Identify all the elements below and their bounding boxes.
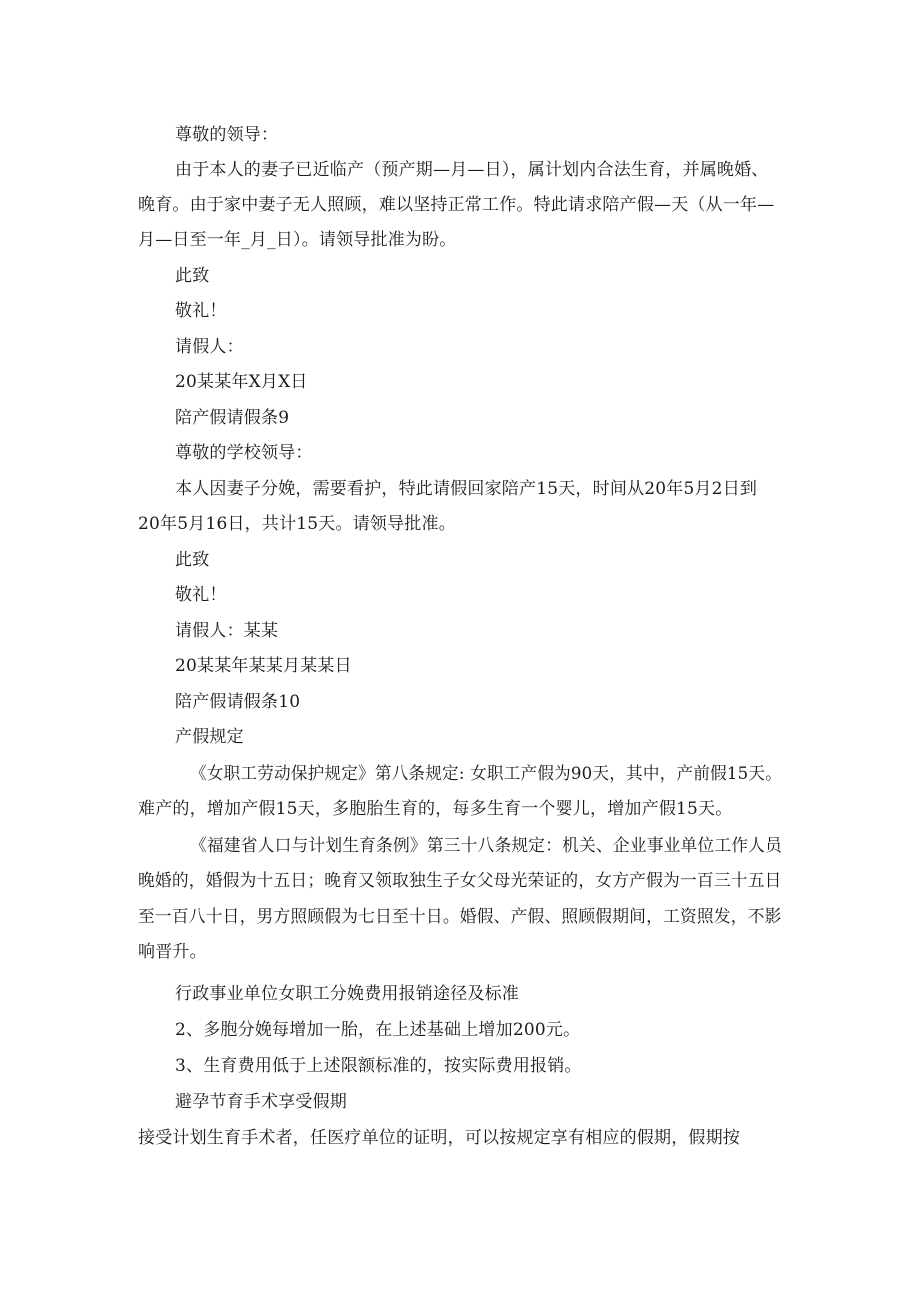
body-line: 响晋升。 <box>138 942 207 962</box>
body-line: 至一百八十日，男方照顾假为七日至十日。婚假、产假、照顾假期间，工资照发，不影 <box>138 907 782 927</box>
section-heading: 行政事业单位女职工分娩费用报销途径及标准 <box>175 984 519 1004</box>
body-line: 晚婚的，婚假为十五日；晚育又领取独生子女父母光荣证的，女方产假为一百三十五日 <box>138 871 782 891</box>
body-line: 由于本人的妻子已近临产（预产期—月—日），属计划内合法生育，并属晚婚、 <box>175 160 769 180</box>
section-heading: 产假规定 <box>175 727 244 747</box>
body-line: 《女职工劳动保护规定》第八条规定: 女职工产假为90天，其中，产前假15天。 <box>190 764 783 784</box>
date-line: 20某某年某某月某某日 <box>175 656 352 676</box>
list-item: 3、生育费用低于上述限额标准的，按实际费用报销。 <box>175 1056 582 1076</box>
body-line: 难产的，增加产假15天，多胞胎生育的，每多生育一个婴儿，增加产假15天。 <box>138 799 733 819</box>
body-line: 晚育。由于家中妻子无人照顾，难以坚持正常工作。特此请求陪产假—天（从一年— <box>138 195 775 215</box>
body-line: 20年5月16日，共计15天。请领导批准。 <box>138 514 456 534</box>
signature-line: 请假人：某某 <box>175 621 279 641</box>
body-line: 月—日至一年_月_日）。请领导批准为盼。 <box>138 230 457 250</box>
body-line: 接受计划生育手术者，任医疗单位的证明，可以按规定享有相应的假期，假期按 <box>138 1128 740 1148</box>
closing-line: 此致 <box>175 550 210 570</box>
section-heading: 陪产假请假条9 <box>175 408 290 428</box>
section-heading: 陪产假请假条10 <box>175 692 301 712</box>
closing-line: 此致 <box>175 266 210 286</box>
section-heading: 避孕节育手术享受假期 <box>175 1092 347 1112</box>
salutation-2: 尊敬的学校领导： <box>175 443 313 463</box>
salutation-1: 尊敬的领导： <box>175 125 279 145</box>
date-line: 20某某年X月X日 <box>175 372 308 392</box>
list-item: 2、多胞分娩每增加一胎，在上述基础上增加200元。 <box>175 1020 581 1040</box>
signature-line: 请假人： <box>175 337 244 357</box>
closing-line: 敬礼！ <box>175 585 227 605</box>
body-line: 《福建省人口与计划生育条例》第三十八条规定：机关、企业事业单位工作人员 <box>190 836 783 856</box>
body-line: 本人因妻子分娩，需要看护，特此请假回家陪产15天，时间从20年5月2日到 <box>175 479 758 499</box>
closing-line: 敬礼！ <box>175 301 227 321</box>
